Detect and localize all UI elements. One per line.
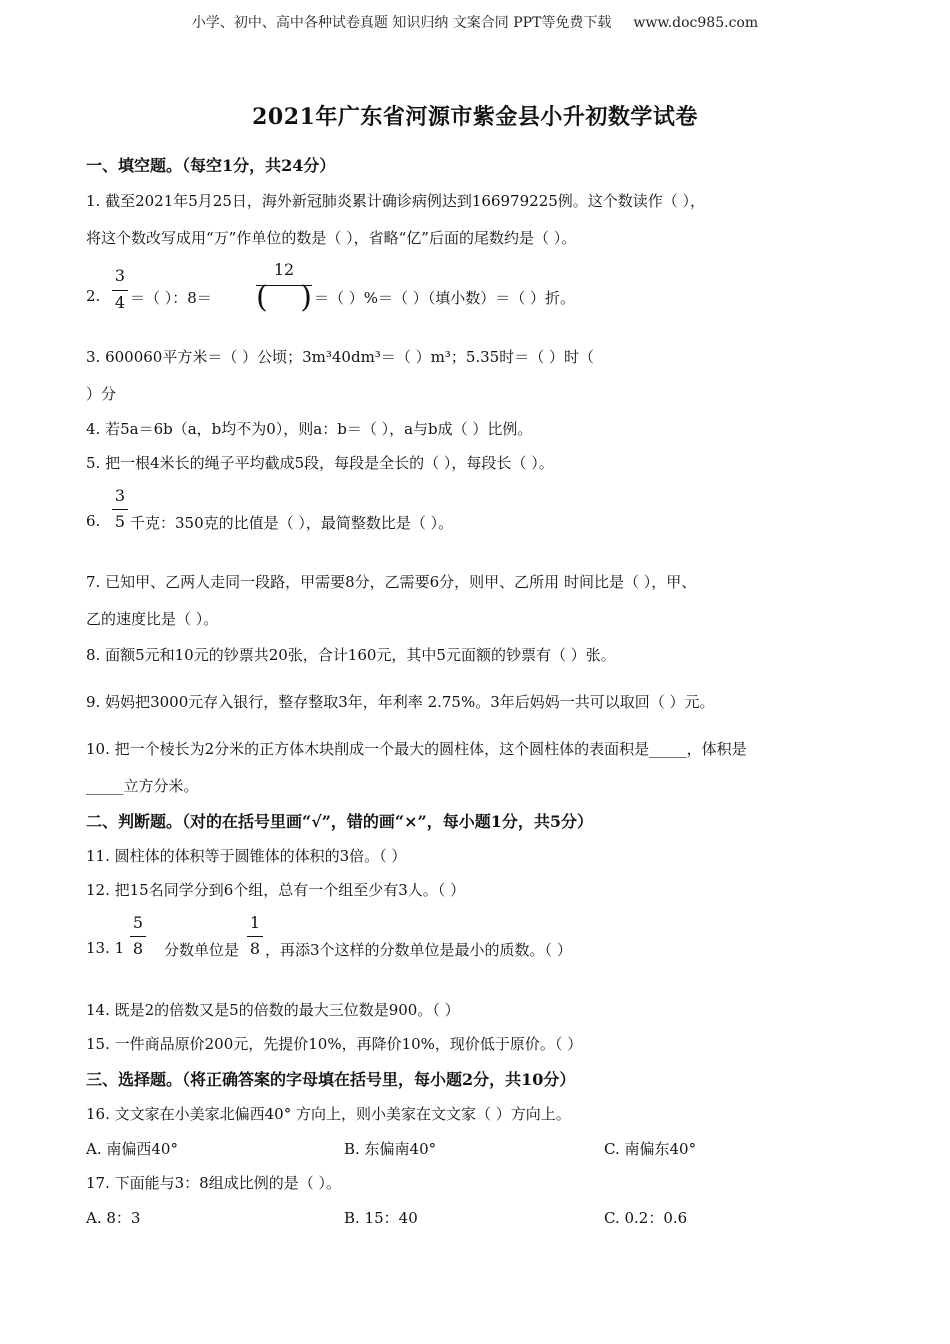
fraction-bar <box>112 509 128 510</box>
question-9: 9. 妈妈把3000元存入银行，整存整取3年，年利率 2.75%。3年后妈妈一共可以取回（ ）元。 <box>86 693 715 711</box>
question-7-line-1: 7. 已知甲、乙两人走同一段路，甲需要8分，乙需要6分，则甲、乙所用 时间比是（ ），甲、 <box>86 573 697 591</box>
question-16: 16. 文文家在小美家北偏西40° 方向上，则小美家在文文家（ ）方向上。 <box>86 1105 571 1123</box>
question-10-line-2: _____立方分米。 <box>86 777 199 795</box>
question-3-line-1: 3. 600060平方米＝（ ）公顷；3m³40dm³＝（ ）m³；5.35时＝（ ）时（ <box>86 348 594 366</box>
question-13-fraction-2 <box>247 913 263 963</box>
question-6-fraction <box>112 486 128 536</box>
question-2-middle: ＝（ ）：8＝ <box>130 289 212 307</box>
question-17-option-c: C. 0.2：0.6 <box>604 1209 688 1227</box>
question-7-line-2: 乙的速度比是（ ）。 <box>86 610 219 628</box>
fraction-bar <box>130 936 146 937</box>
left-parenthesis: ( <box>256 280 268 315</box>
question-4: 4. 若5a＝6b（a，b均不为0），则a：b＝（ ），a与b成（ ）比例。 <box>86 420 533 438</box>
fraction-denominator: 8 <box>132 939 144 958</box>
fraction-numerator: 1 <box>249 913 261 932</box>
question-15: 15. 一件商品原价200元，先提价10%，再降价10%，现价低于原价。（ ） <box>86 1035 583 1053</box>
page-title: 2021年广东省河源市紫金县小升初数学试卷 <box>252 104 698 130</box>
fraction-numerator: 5 <box>132 913 144 932</box>
question-1-line-2: 将这个数改写成用“万”作单位的数是（ ），省略“亿”后面的尾数约是（ ）。 <box>86 229 577 247</box>
question-11: 11. 圆柱体的体积等于圆锥体的体积的3倍。（ ） <box>86 847 407 865</box>
section1-heading: 一、填空题。（每空1分，共24分） <box>86 156 336 175</box>
right-parenthesis: ) <box>300 280 312 315</box>
question-13-fraction <box>130 913 146 963</box>
question-16-option-b: B. 东偏南40° <box>344 1140 437 1158</box>
question-2-fraction <box>112 266 128 316</box>
fraction-numerator: 3 <box>114 486 126 505</box>
page-header <box>0 12 950 32</box>
fraction-bar <box>247 936 263 937</box>
question-13-rest: ，再添3个这样的分数单位是最小的质数。（ ） <box>265 941 572 959</box>
question-16-option-c: C. 南偏东40° <box>604 1140 697 1158</box>
fraction-bar <box>112 290 128 291</box>
header-slogan: 小学、初中、高中各种试卷真题 知识归纳 文案合同 PPT等免费下载 <box>191 15 612 31</box>
question-1-line-1: 1. 截至2021年5月25日，海外新冠肺炎累计确诊病例达到166979225例。这个数读作（ ）， <box>86 192 706 210</box>
question-17-option-a: A. 8：3 <box>86 1209 141 1227</box>
question-2-fraction-2 <box>256 260 312 316</box>
question-13-middle: 分数单位是 <box>164 941 240 959</box>
question-17-option-b: B. 15：40 <box>344 1209 418 1227</box>
question-3-line-2: ）分 <box>86 385 117 403</box>
fraction-denominator: 8 <box>249 939 261 958</box>
section3-heading: 三、选择题。（将正确答案的字母填在括号里，每小题2分，共10分） <box>86 1070 576 1089</box>
header-url[interactable]: www.doc985.com <box>633 15 759 31</box>
question-6-number: 6. <box>86 512 101 530</box>
fraction-denominator: 5 <box>114 512 126 531</box>
question-10-line-1: 10. 把一个棱长为2分米的正方体木块削成一个最大的圆柱体，这个圆柱体的表面积是_____，体积是 <box>86 740 747 758</box>
question-13-number: 13. 1 <box>86 939 125 957</box>
question-14: 14. 既是2的倍数又是5的倍数的最大三位数是900。（ ） <box>86 1001 460 1019</box>
question-12: 12. 把15名同学分到6个组，总有一个组至少有3人。（ ） <box>86 881 466 899</box>
question-2-rest: ＝（ ）%＝（ ）（填小数）＝（ ）折。 <box>314 289 576 307</box>
fraction-numerator: 12 <box>273 260 295 279</box>
question-8: 8. 面额5元和10元的钞票共20张，合计160元，其中5元面额的钞票有（ ）张。 <box>86 646 616 664</box>
section2-heading: 二、判断题。（对的在括号里画“√”，错的画“×”，每小题1分，共5分） <box>86 812 594 831</box>
question-16-option-a: A. 南偏西40° <box>86 1140 178 1158</box>
fraction-denominator: 4 <box>114 293 126 312</box>
question-17: 17. 下面能与3：8组成比例的是（ ）。 <box>86 1174 341 1192</box>
question-2-number: 2. <box>86 287 101 305</box>
question-5: 5. 把一根4米长的绳子平均截成5段，每段是全长的（ ），每段长（ ）。 <box>86 454 554 472</box>
fraction-numerator: 3 <box>114 266 126 285</box>
question-6-rest: 千克：350克的比值是（ ），最简整数比是（ ）。 <box>130 514 454 532</box>
